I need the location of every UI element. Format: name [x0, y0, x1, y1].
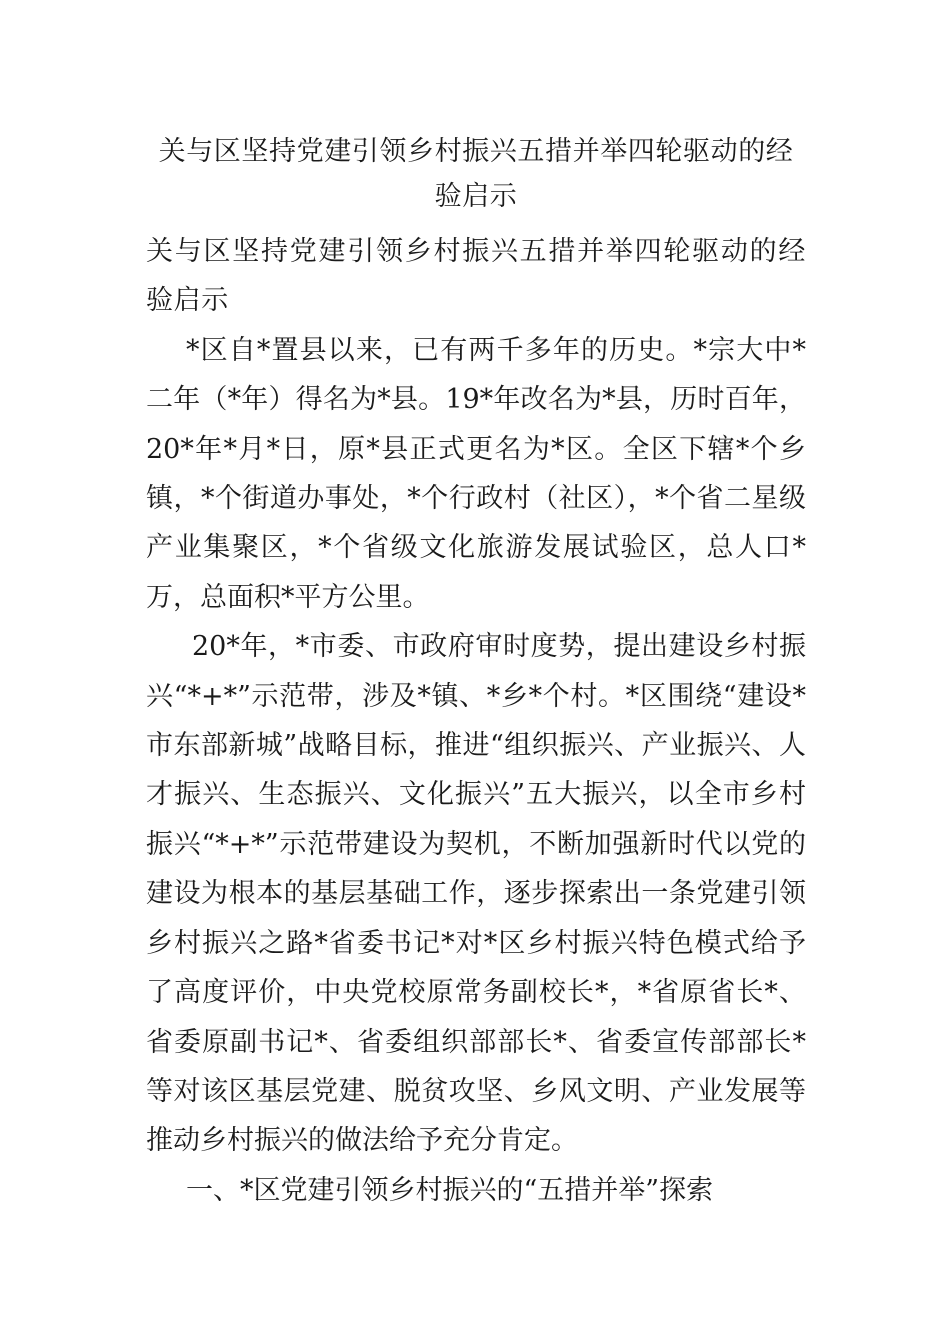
paragraph-intro: *区自*置县以来，已有两千多年的历史。*宗大中*二年（*年）得名为*县。19*年改名为*县，历时百年，20*年*月*日，原*县正式更名为*区。全区下辖*个乡镇，*个街道办事处，*个行政村（社区），*个省二星级产业集聚区，*个省级文化旅游发展试验区，总人口*万，总面积*平方公里。 [146, 334, 806, 613]
document-title: 关与区坚持党建引领乡村振兴五措并举四轮驱动的经验启示 [158, 136, 794, 212]
document-body [146, 227, 806, 1215]
section-heading: 一、*区党建引领乡村振兴的“五措并举”探索 [186, 1174, 714, 1206]
document-subtitle: 关与区坚持党建引领乡村振兴五措并举四轮驱动的经验启示 [146, 236, 806, 317]
paragraph-background: 20*年，*市委、市政府审时度势，提出建设乡村振兴“*+*”示范带，涉及*镇、*乡*个村。*区围绕“建设*市东部新城”战略目标，推进“组织振兴、产业振兴、人才振兴、生态振兴、文化振兴”五大振兴，以全市乡村振兴“*+*”示范带建设为契机，不断加强新时代以党的建设为根本的基层基础工作，逐步探索出一条党建引领乡村振兴之路*省委书记*对*区乡村振兴特色模式给予了高度评价，中央党校原常务副校长*，*省原省长*、省委原副书记*、省委组织部部长*、省委宣传部部长*等对该区基层党建、脱贫攻坚、乡风文明、产业发展等推动乡村振兴的做法给予充分肯定。 [146, 631, 806, 1157]
